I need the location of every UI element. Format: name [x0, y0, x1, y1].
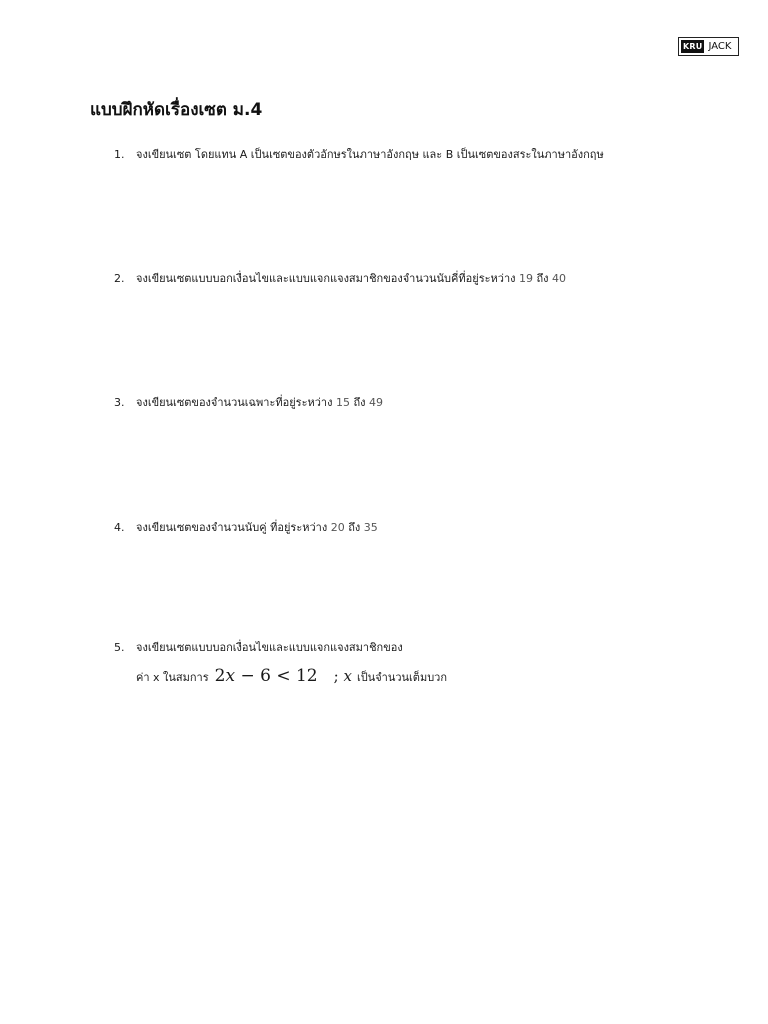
question-number: 4. [114, 521, 125, 534]
logo-jack-text: JACK [708, 41, 732, 52]
condition-variable: x [343, 667, 352, 685]
inequality [215, 666, 318, 686]
condition-separator: ; [333, 667, 339, 685]
question-text: จงเขียนเซตของจำนวนเฉพาะที่อยู่ระหว่าง [136, 396, 333, 409]
question-5-equation-line [136, 666, 447, 686]
question-text: จงเขียนเซตแบบบอกเงื่อนไขและแบบแจกแจงสมาชิกของ [136, 641, 403, 654]
range-start: 15 [335, 396, 350, 409]
range-start: 19 [519, 272, 533, 285]
question-number: 1. [114, 148, 125, 161]
range-end: 49 [368, 396, 383, 409]
condition-text: เป็นจำนวนเต็มบวก [356, 671, 448, 684]
question-number: 3. [114, 396, 125, 409]
range-end: 35 [363, 521, 378, 534]
question-number: 2. [114, 272, 125, 285]
range-word: ถึง [353, 396, 366, 409]
inequality-variable: x [225, 666, 236, 686]
question-4 [114, 518, 378, 536]
question-number: 5. [114, 641, 125, 654]
question-2 [114, 269, 566, 287]
inequality-coefficient: 2 [214, 666, 226, 686]
equation-prefix: ค่า x ในสมการ [136, 671, 209, 684]
page-title: แบบฝึกหัดเรื่องเซต ม.4 [90, 100, 263, 120]
question-text: จงเขียนเซตของจำนวนนับคู่ ที่อยู่ระหว่าง [136, 521, 328, 534]
inequality-rest: − 6 < 12 [235, 666, 318, 686]
question-1 [114, 145, 604, 163]
question-3 [114, 393, 383, 411]
kru-jack-logo [678, 37, 739, 56]
range-end: 40 [552, 272, 567, 285]
question-text: จงเขียนเซตแบบบอกเงื่อนไขและแบบแจกแจงสมาชิกของจำนวนนับคี่ที่อยู่ระหว่าง [136, 272, 516, 285]
question-5 [114, 638, 403, 656]
logo-kru-text: KRU [683, 42, 703, 51]
question-text: จงเขียนเซต โดยแทน A เป็นเซตของตัวอักษรในภาษาอังกฤษ และ B เป็นเซตของสระในภาษาอังกฤษ [136, 148, 604, 161]
range-start: 20 [330, 521, 345, 534]
range-word: ถึง [536, 272, 549, 285]
condition [334, 667, 352, 685]
range-word: ถึง [348, 521, 361, 534]
